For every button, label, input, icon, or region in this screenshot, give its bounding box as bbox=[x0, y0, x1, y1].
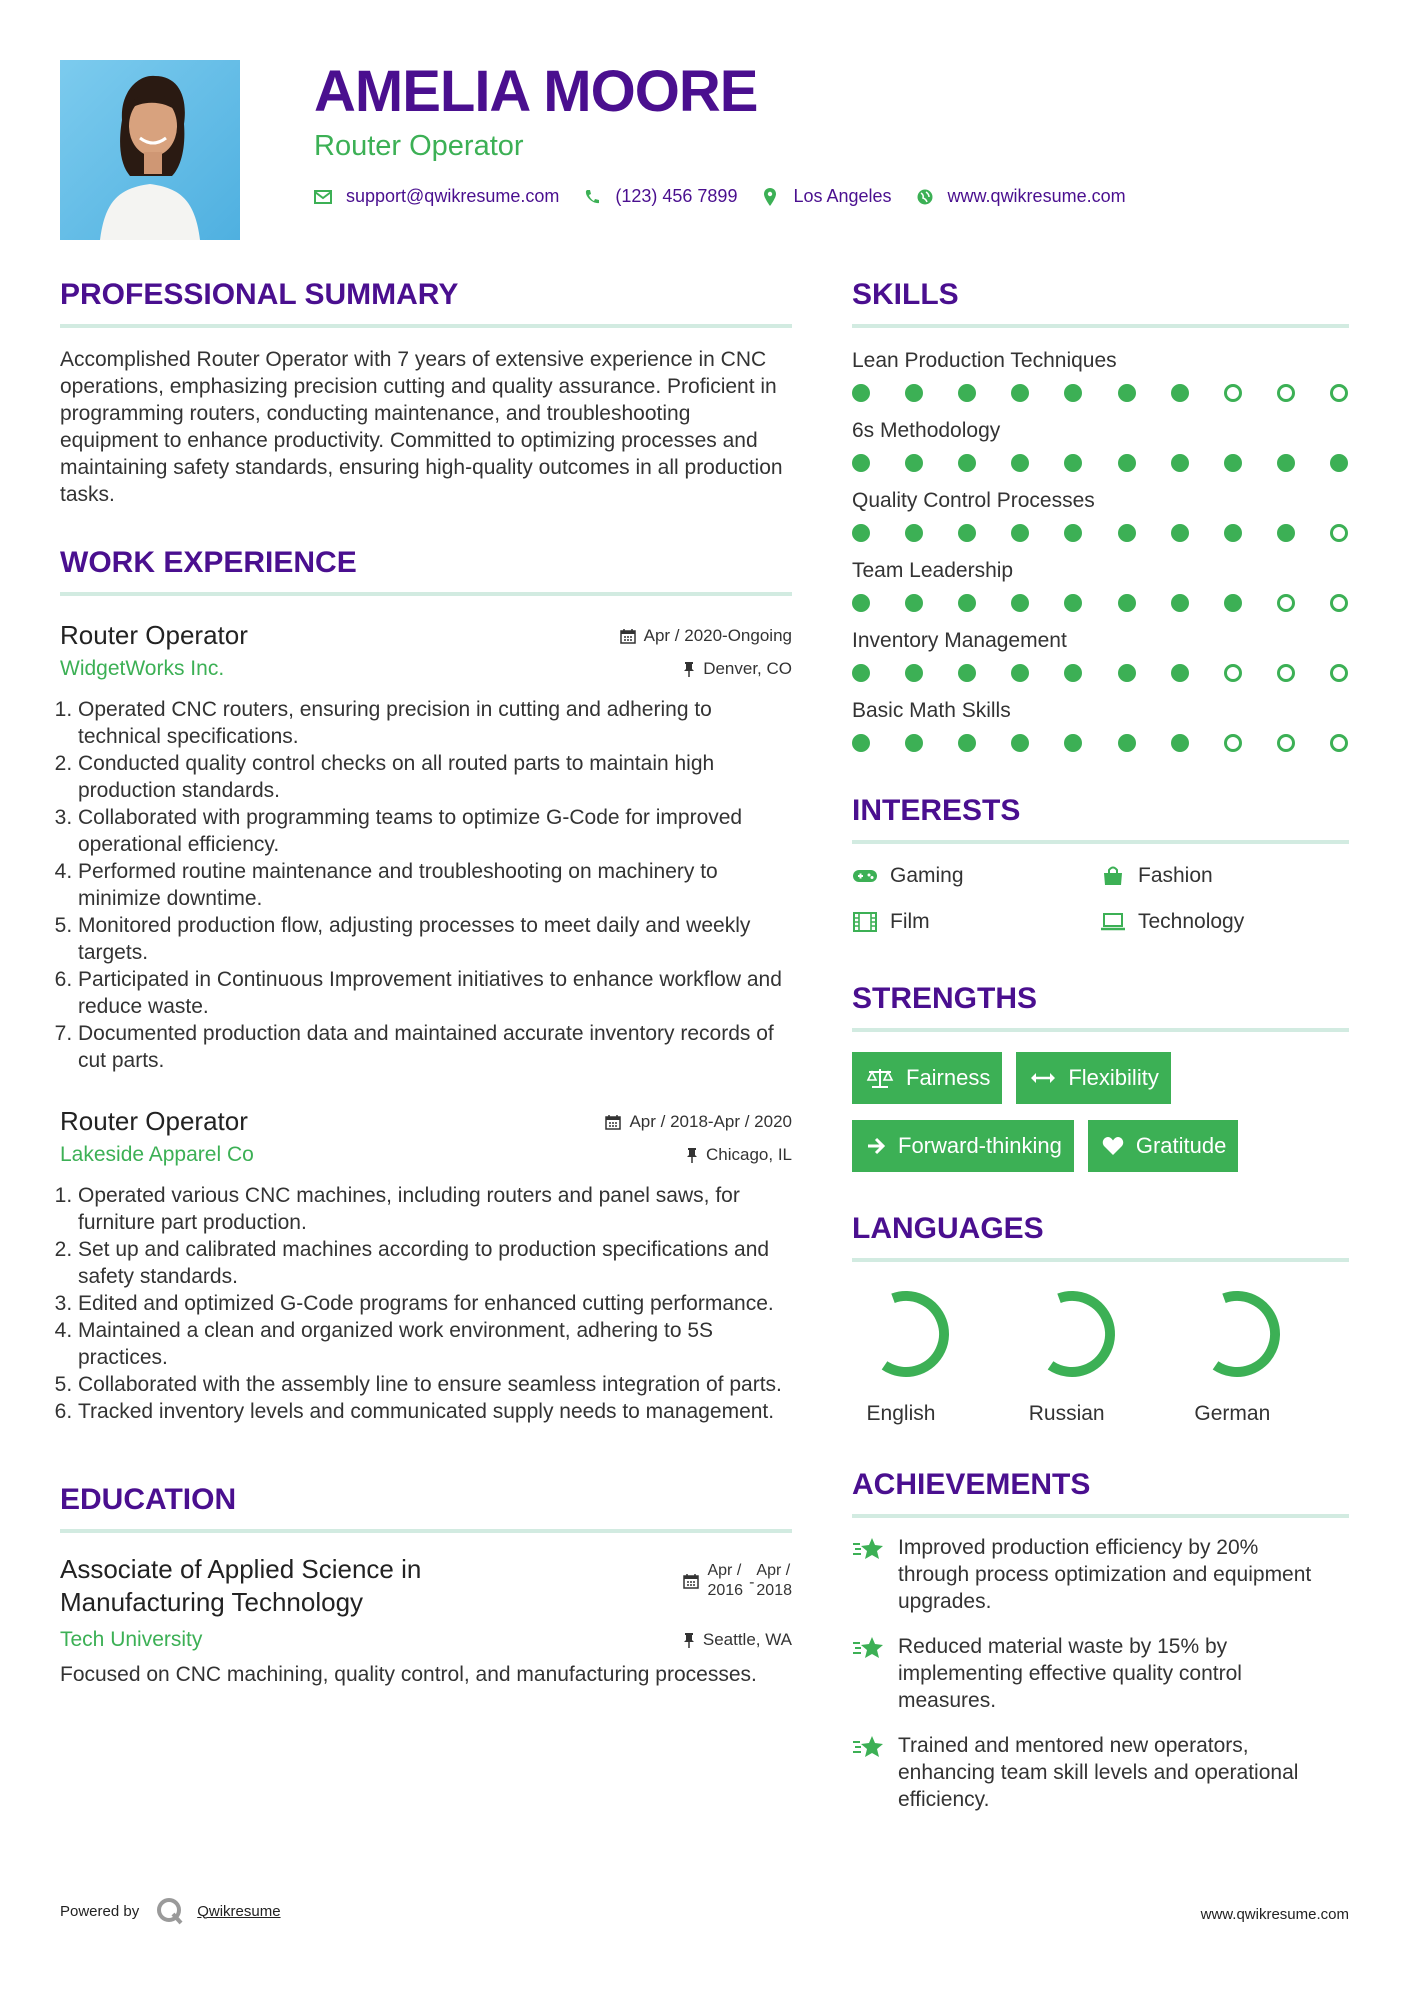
map-marker-icon bbox=[761, 188, 779, 206]
rating-dot-filled bbox=[958, 384, 976, 402]
rating-dot-filled bbox=[1277, 454, 1295, 472]
rating-dot-filled bbox=[1171, 454, 1189, 472]
rating-dot-filled bbox=[1224, 524, 1242, 542]
skills-section bbox=[852, 276, 1349, 752]
rating-dot-filled bbox=[1118, 734, 1136, 752]
skill-rating bbox=[852, 594, 1348, 612]
rating-dot-filled bbox=[1171, 734, 1189, 752]
school-location-text: Seattle, WA bbox=[702, 1630, 792, 1649]
rating-dot-filled bbox=[1118, 594, 1136, 612]
list-item: 4. Maintained a clean and organized work environment, adhering to 5S practices. bbox=[78, 1317, 792, 1371]
company-name: Lakeside Apparel Co bbox=[60, 1143, 254, 1166]
rating-dot-filled bbox=[852, 384, 870, 402]
strengths-list bbox=[852, 1052, 1349, 1172]
strength-label: Fairness bbox=[906, 1065, 991, 1090]
skill-name: 6s Methodology bbox=[852, 419, 1001, 442]
rating-dot-filled bbox=[852, 664, 870, 682]
rating-dot-empty bbox=[1224, 384, 1242, 402]
list-item: 6. Tracked inventory levels and communicated supply needs to management. bbox=[78, 1398, 792, 1425]
summary-text: Accomplished Router Operator with 7 years of extensive experience in CNC operations, emphasizing precision cutting and quality assurance. Proficient in programming routers, conducting maintenance, and troubleshooting equipment to enhance productivity. Committed to optimizing processes and maintaining safety standards, ensuring high-quality outcomes in all production tasks. bbox=[60, 348, 783, 506]
interest-item bbox=[1100, 862, 1348, 890]
list-item: 1. Operated CNC routers, ensuring precision in cutting and adhering to technical specifications. bbox=[78, 696, 792, 750]
list-item: 1. Operated various CNC machines, including routers and panel saws, for furniture part production. bbox=[78, 1182, 792, 1236]
skill-rating bbox=[852, 454, 1348, 472]
rating-dot-filled bbox=[852, 594, 870, 612]
left-column bbox=[60, 276, 792, 1688]
interest-item bbox=[852, 862, 1100, 890]
languages-section bbox=[852, 1210, 1349, 1426]
rating-dot-filled bbox=[1011, 594, 1029, 612]
job-dates-text: Apr / 2020-Ongoing bbox=[643, 626, 792, 645]
gamepad-icon bbox=[852, 868, 878, 884]
list-item: 2. Set up and calibrated machines according to production specifications and safety standards. bbox=[78, 1236, 792, 1290]
rating-dot-filled bbox=[1171, 384, 1189, 402]
list-item: 5. Collaborated with the assembly line to ensure seamless integration of parts. bbox=[78, 1371, 792, 1398]
rating-dot-filled bbox=[905, 454, 923, 472]
job-dates bbox=[620, 626, 792, 646]
rating-dot-filled bbox=[958, 594, 976, 612]
star-icon bbox=[852, 1635, 884, 1714]
rating-dot-filled bbox=[1011, 664, 1029, 682]
list-item: 4. Performed routine maintenance and troubleshooting on machinery to minimize downtime. bbox=[78, 858, 792, 912]
film-icon bbox=[852, 912, 878, 932]
email-text[interactable]: support@qwikresume.com bbox=[346, 186, 560, 206]
rating-dot-filled bbox=[1011, 454, 1029, 472]
section-divider bbox=[60, 324, 792, 328]
interest-item bbox=[1100, 908, 1348, 936]
envelope-icon bbox=[314, 188, 332, 206]
language-name: Russian bbox=[1028, 1402, 1105, 1425]
strength-tag bbox=[1088, 1120, 1239, 1172]
rating-dot-filled bbox=[852, 454, 870, 472]
company-name: WidgetWorks Inc. bbox=[60, 657, 225, 680]
list-item: 2. Conducted quality control checks on all routed parts to maintain high production standards. bbox=[78, 750, 792, 804]
section-divider bbox=[852, 1514, 1349, 1518]
rating-dot-filled bbox=[1224, 454, 1242, 472]
rating-dot-filled bbox=[1171, 594, 1189, 612]
date-separator: - bbox=[749, 1574, 755, 1591]
rating-dot-empty bbox=[1224, 734, 1242, 752]
thumbtack-icon bbox=[683, 1632, 695, 1648]
school-location bbox=[683, 1630, 792, 1650]
rating-dot-empty bbox=[1330, 594, 1348, 612]
experience-section bbox=[60, 544, 792, 1425]
education-end-month: Apr / bbox=[756, 1562, 791, 1579]
rating-dot-filled bbox=[1064, 524, 1082, 542]
thumbtack-icon bbox=[683, 661, 695, 677]
strength-tag bbox=[1016, 1052, 1170, 1104]
rating-dot-empty bbox=[1330, 734, 1348, 752]
rating-dot-filled bbox=[1171, 664, 1189, 682]
rating-dot-filled bbox=[1330, 454, 1348, 472]
interests-section bbox=[852, 792, 1349, 936]
job-bullets bbox=[60, 1182, 792, 1425]
job-location-text: Denver, CO bbox=[703, 659, 792, 678]
education-end-year: 2018 bbox=[756, 1582, 792, 1599]
achievement-text: Improved production efficiency by 20% through process optimization and equipment upgrades. bbox=[898, 1536, 1312, 1613]
contact-bar bbox=[314, 186, 1354, 207]
rating-dot-filled bbox=[1064, 664, 1082, 682]
language-name: German bbox=[1194, 1402, 1271, 1425]
rating-dot-filled bbox=[905, 594, 923, 612]
education-start-year: 2016 bbox=[707, 1582, 744, 1599]
language-item bbox=[1018, 1286, 1184, 1426]
job-dates-text: Apr / 2018-Apr / 2020 bbox=[629, 1112, 792, 1131]
job-location bbox=[686, 1145, 792, 1165]
rating-dot-filled bbox=[958, 734, 976, 752]
section-divider bbox=[60, 1529, 792, 1533]
rating-dot-filled bbox=[958, 524, 976, 542]
skill-name: Team Leadership bbox=[852, 559, 1014, 582]
job-entry bbox=[60, 1104, 792, 1425]
rating-dot-filled bbox=[1118, 384, 1136, 402]
language-item bbox=[852, 1286, 1018, 1426]
education-dates bbox=[683, 1561, 792, 1601]
strength-label: Gratitude bbox=[1135, 1133, 1227, 1158]
strength-label: Forward-thinking bbox=[898, 1133, 1062, 1158]
interest-label: Fashion bbox=[1138, 864, 1213, 887]
achievements-list bbox=[852, 1534, 1349, 1813]
achievement-item bbox=[852, 1534, 1349, 1615]
footer-site[interactable]: www.qwikresume.com bbox=[1200, 1906, 1349, 1923]
proficiency-arc bbox=[1189, 1286, 1285, 1382]
rating-dot-filled bbox=[1011, 384, 1029, 402]
education-heading: EDUCATION bbox=[60, 1483, 237, 1516]
section-divider bbox=[852, 1258, 1349, 1262]
skill-rating bbox=[852, 384, 1348, 402]
qwikresume-link[interactable]: Qwikresume bbox=[197, 1902, 281, 1920]
laptop-icon bbox=[1100, 913, 1126, 931]
language-proficiency-ring bbox=[1024, 1286, 1120, 1382]
phone-icon bbox=[583, 188, 601, 206]
rating-dot-filled bbox=[1277, 524, 1295, 542]
interest-label: Film bbox=[890, 910, 930, 933]
shopping-bag-icon bbox=[1100, 865, 1126, 887]
rating-dot-filled bbox=[958, 454, 976, 472]
language-proficiency-ring bbox=[858, 1286, 954, 1382]
rating-dot-filled bbox=[1011, 524, 1029, 542]
rating-dot-filled bbox=[852, 734, 870, 752]
rating-dot-filled bbox=[905, 384, 923, 402]
skill-name: Inventory Management bbox=[852, 629, 1067, 652]
achievement-text: Trained and mentored new operators, enhancing team skill levels and operational efficiency. bbox=[898, 1734, 1299, 1811]
calendar-icon bbox=[605, 1114, 621, 1130]
skill-rating bbox=[852, 524, 1348, 542]
achievement-text: Reduced material waste by 15% by implementing effective quality control measures. bbox=[898, 1635, 1242, 1712]
rating-dot-filled bbox=[1224, 594, 1242, 612]
rating-dot-empty bbox=[1224, 664, 1242, 682]
education-start bbox=[707, 1561, 743, 1601]
list-item: 5. Monitored production flow, adjusting processes to meet daily and weekly targets. bbox=[78, 912, 792, 966]
section-divider bbox=[852, 324, 1349, 328]
rating-dot-filled bbox=[1064, 454, 1082, 472]
strengths-heading: STRENGTHS bbox=[852, 982, 1038, 1015]
rating-dot-empty bbox=[1330, 664, 1348, 682]
achievement-item bbox=[852, 1633, 1349, 1714]
rating-dot-filled bbox=[905, 734, 923, 752]
powered-by-text: Powered by bbox=[60, 1902, 140, 1920]
strength-label: Flexibility bbox=[1068, 1065, 1159, 1090]
achievements-section bbox=[852, 1466, 1349, 1813]
skills-list bbox=[852, 346, 1349, 752]
calendar-icon bbox=[683, 1573, 699, 1589]
skill-rating bbox=[852, 734, 1348, 752]
skill-name: Quality Control Processes bbox=[852, 489, 1095, 512]
job-dates bbox=[605, 1112, 792, 1132]
contact-location bbox=[761, 186, 891, 207]
language-item bbox=[1183, 1286, 1349, 1426]
candidate-title: Router Operator bbox=[314, 130, 524, 162]
job-title: Router Operator bbox=[60, 620, 248, 650]
languages-heading: LANGUAGES bbox=[852, 1212, 1044, 1245]
website-text[interactable]: www.qwikresume.com bbox=[947, 186, 1126, 206]
rating-dot-filled bbox=[1118, 664, 1136, 682]
rating-dot-empty bbox=[1330, 384, 1348, 402]
rating-dot-empty bbox=[1330, 524, 1348, 542]
strengths-section bbox=[852, 980, 1349, 1172]
skill-item bbox=[852, 416, 1349, 472]
contact-email[interactable] bbox=[314, 186, 559, 207]
skill-item bbox=[852, 346, 1349, 402]
rating-dot-filled bbox=[1064, 594, 1082, 612]
qwikresume-logo-icon bbox=[155, 1896, 185, 1926]
education-description: Focused on CNC machining, quality control, and manufacturing processes. bbox=[60, 1663, 757, 1686]
skill-item bbox=[852, 626, 1349, 682]
job-bullets bbox=[60, 696, 792, 1074]
rating-dot-filled bbox=[1064, 384, 1082, 402]
rating-dot-empty bbox=[1277, 734, 1295, 752]
balance-scale-icon bbox=[866, 1067, 894, 1089]
rating-dot-filled bbox=[958, 664, 976, 682]
degree-title: Associate of Applied Science in Manufacturing Technology bbox=[60, 1554, 422, 1617]
profile-photo bbox=[60, 60, 240, 240]
rating-dot-filled bbox=[1118, 454, 1136, 472]
rating-dot-empty bbox=[1277, 594, 1295, 612]
header bbox=[314, 58, 1354, 207]
candidate-name: AMELIA MOORE bbox=[314, 59, 758, 124]
right-column bbox=[852, 276, 1349, 1813]
globe-icon bbox=[916, 188, 934, 206]
language-name: English bbox=[866, 1402, 936, 1425]
location-text: Los Angeles bbox=[793, 186, 892, 206]
achievement-item bbox=[852, 1732, 1349, 1813]
job-location-text: Chicago, IL bbox=[706, 1145, 792, 1164]
thumbtack-icon bbox=[686, 1147, 698, 1163]
language-proficiency-ring bbox=[1189, 1286, 1285, 1382]
skill-item bbox=[852, 556, 1349, 612]
rating-dot-filled bbox=[1118, 524, 1136, 542]
rating-dot-filled bbox=[905, 524, 923, 542]
heart-icon bbox=[1102, 1136, 1124, 1156]
rating-dot-filled bbox=[1011, 734, 1029, 752]
job-title: Router Operator bbox=[60, 1106, 248, 1136]
skill-rating bbox=[852, 664, 1348, 682]
achievements-heading: ACHIEVEMENTS bbox=[852, 1468, 1091, 1501]
section-divider bbox=[852, 1028, 1349, 1032]
rating-dot-filled bbox=[905, 664, 923, 682]
arrows-horizontal-icon bbox=[1030, 1071, 1056, 1085]
list-item: 3. Collaborated with programming teams to optimize G-Code for improved operational efficiency. bbox=[78, 804, 792, 858]
calendar-icon bbox=[620, 628, 636, 644]
strength-tag bbox=[852, 1052, 1002, 1104]
skill-item bbox=[852, 696, 1349, 752]
star-icon bbox=[852, 1536, 884, 1615]
experience-heading: WORK EXPERIENCE bbox=[60, 546, 357, 579]
arrow-right-icon bbox=[866, 1137, 886, 1155]
list-item: 3. Edited and optimized G-Code programs for enhanced cutting performance. bbox=[78, 1290, 792, 1317]
job-location bbox=[683, 659, 792, 679]
proficiency-arc bbox=[858, 1286, 954, 1382]
interest-item bbox=[852, 908, 1100, 936]
rating-dot-empty bbox=[1277, 664, 1295, 682]
languages-list bbox=[852, 1286, 1349, 1426]
proficiency-arc bbox=[1024, 1286, 1120, 1382]
list-item: 7. Documented production data and maintained accurate inventory records of cut parts. bbox=[78, 1020, 792, 1074]
star-icon bbox=[852, 1734, 884, 1813]
section-divider bbox=[852, 840, 1349, 844]
school-name: Tech University bbox=[60, 1628, 203, 1651]
footer-powered-by bbox=[60, 1896, 281, 1926]
contact-phone[interactable] bbox=[583, 186, 737, 207]
job-entry bbox=[60, 618, 792, 1074]
rating-dot-filled bbox=[1171, 524, 1189, 542]
interest-label: Technology bbox=[1138, 910, 1245, 933]
interest-label: Gaming bbox=[890, 864, 964, 887]
interests-heading: INTERESTS bbox=[852, 794, 1021, 827]
education-section bbox=[60, 1481, 792, 1688]
summary-heading: PROFESSIONAL SUMMARY bbox=[60, 278, 459, 311]
phone-text[interactable]: (123) 456 7899 bbox=[615, 186, 738, 206]
education-start-month: Apr / bbox=[707, 1562, 742, 1579]
skill-name: Basic Math Skills bbox=[852, 699, 1011, 722]
strength-tag bbox=[852, 1120, 1074, 1172]
skills-heading: SKILLS bbox=[852, 278, 959, 311]
skill-name: Lean Production Techniques bbox=[852, 349, 1117, 372]
interests-list bbox=[852, 862, 1349, 936]
rating-dot-filled bbox=[852, 524, 870, 542]
rating-dot-filled bbox=[1064, 734, 1082, 752]
education-end bbox=[756, 1561, 792, 1601]
list-item: 6. Participated in Continuous Improvement initiatives to enhance workflow and reduce waste. bbox=[78, 966, 792, 1020]
summary-section bbox=[60, 276, 792, 508]
section-divider bbox=[60, 592, 792, 596]
skill-item bbox=[852, 486, 1349, 542]
rating-dot-empty bbox=[1277, 384, 1295, 402]
contact-website[interactable] bbox=[916, 186, 1126, 207]
